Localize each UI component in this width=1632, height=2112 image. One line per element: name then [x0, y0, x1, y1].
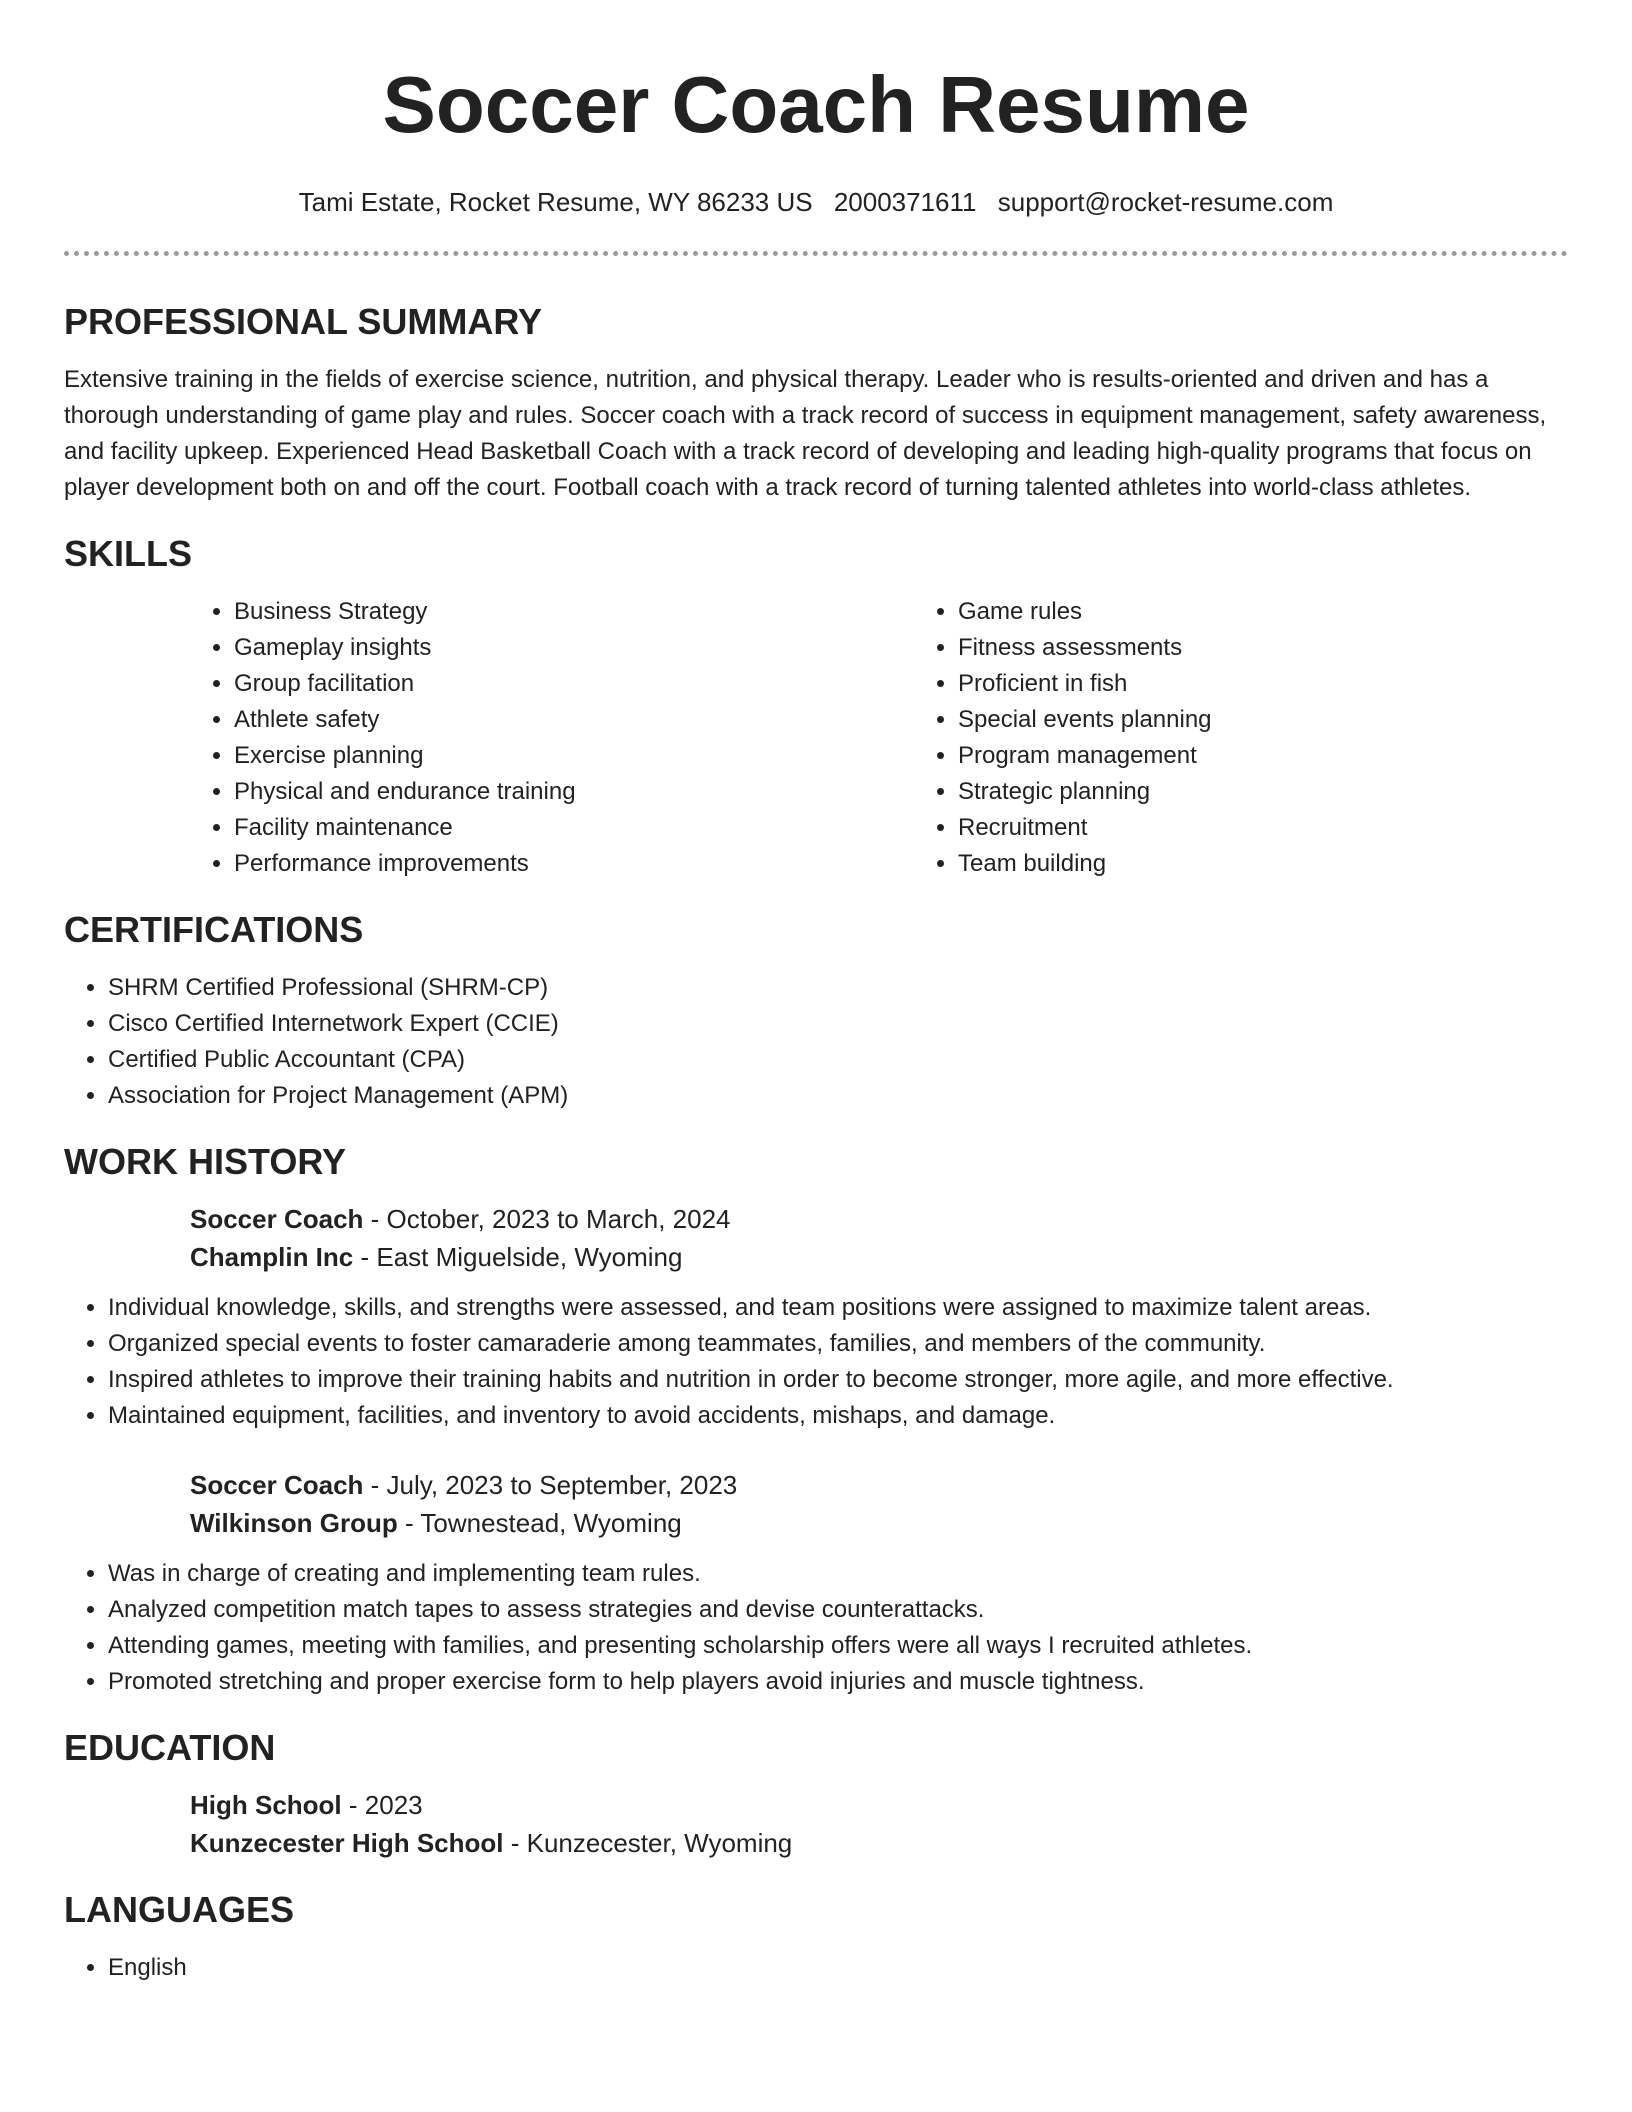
job-title-line: [190, 1466, 1568, 1504]
contact-phone: 2000371611: [833, 187, 977, 217]
summary-text: Extensive training in the fields of exercise science, nutrition, and physical therapy. Leader who is results-oriented and driven and has a thorough understanding of game play and rules. Soccer coach with a track record of success in equipment management, safety awareness, and facility upkeep. Experienced Head Basketball Coach with a track record of developing and leading high-quality programs that focus on player development both on and off the court. Football coach with a track record of turning talented athletes into world-class athletes.: [64, 366, 1547, 501]
job-company-line: [190, 1238, 1568, 1276]
job-bullet: • Organized special events to foster camaraderie among teammates, families, and members of the community.: [108, 1326, 1568, 1362]
education-degree-line: [190, 1786, 1568, 1824]
education-heading: EDUCATION: [64, 1727, 276, 1768]
contact-email: support@rocket-resume.com: [997, 187, 1334, 217]
job-company-line: [190, 1504, 1568, 1542]
job-bullets: [64, 1290, 1568, 1434]
job-title-line: [190, 1200, 1568, 1238]
education-year: - 2023: [341, 1790, 423, 1820]
skills-list-right: [914, 594, 1632, 882]
job-company: Wilkinson Group: [190, 1508, 398, 1538]
languages-list: [64, 1950, 1568, 1986]
skill-item: • Proficient in fish: [958, 666, 1632, 702]
certification-item: • Certified Public Accountant (CPA): [108, 1042, 1568, 1078]
summary-section: [64, 300, 1568, 506]
job-entry: [190, 1200, 1568, 1276]
languages-heading: LANGUAGES: [64, 1889, 295, 1930]
education-section: [64, 1726, 1568, 1862]
certifications-list: [64, 970, 1568, 1114]
job-role: Soccer Coach: [190, 1470, 364, 1500]
certification-item: • SHRM Certified Professional (SHRM-CP): [108, 970, 1568, 1006]
skills-heading: SKILLS: [64, 533, 193, 574]
skill-item: • Strategic planning: [958, 774, 1632, 810]
certifications-heading: CERTIFICATIONS: [64, 909, 364, 950]
skill-item: • Physical and endurance training: [234, 774, 914, 810]
job-bullet: • Attending games, meeting with families, and presenting scholarship offers were all ways I recruited athletes.: [108, 1628, 1568, 1664]
job-entry: [190, 1466, 1568, 1542]
certifications-section: [64, 908, 1568, 1114]
contact-address: Tami Estate, Rocket Resume, WY 86233 US: [298, 187, 813, 217]
skills-list-left: [190, 594, 914, 882]
skills-grid: [190, 594, 1568, 882]
skill-item: • Special events planning: [958, 702, 1632, 738]
contact-line: [64, 186, 1568, 218]
skill-item: • Fitness assessments: [958, 630, 1632, 666]
job-bullet: • Analyzed competition match tapes to assess strategies and devise counterattacks.: [108, 1592, 1568, 1628]
skill-item: • Program management: [958, 738, 1632, 774]
job-bullet: • Maintained equipment, facilities, and inventory to avoid accidents, mishaps, and damage.: [108, 1398, 1568, 1434]
work-history-heading: WORK HISTORY: [64, 1141, 347, 1182]
education-school: Kunzecester High School: [190, 1828, 504, 1858]
skill-item: • Group facilitation: [234, 666, 914, 702]
certification-item: • Cisco Certified Internetwork Expert (CCIE): [108, 1006, 1568, 1042]
education-entry: [190, 1786, 1568, 1862]
education-degree: High School: [190, 1790, 342, 1820]
skill-item: • Team building: [958, 846, 1632, 882]
skill-item: • Athlete safety: [234, 702, 914, 738]
job-bullet: • Individual knowledge, skills, and strengths were assessed, and team positions were assigned to maximize talent areas.: [108, 1290, 1568, 1326]
job-dates: - July, 2023 to September, 2023: [363, 1470, 738, 1500]
job-bullets: [64, 1556, 1568, 1700]
skill-item: • Game rules: [958, 594, 1632, 630]
job-dates: - October, 2023 to March, 2024: [363, 1204, 731, 1234]
resume-title: Soccer Coach Resume: [382, 60, 1250, 149]
job-role: Soccer Coach: [190, 1204, 364, 1234]
header-divider: [64, 251, 1568, 256]
skill-item: • Business Strategy: [234, 594, 914, 630]
skill-item: • Gameplay insights: [234, 630, 914, 666]
skill-item: • Exercise planning: [234, 738, 914, 774]
education-location: - Kunzecester, Wyoming: [503, 1828, 793, 1858]
skills-section: [64, 532, 1568, 882]
job-bullet: • Was in charge of creating and implementing team rules.: [108, 1556, 1568, 1592]
certification-item: • Association for Project Management (APM): [108, 1078, 1568, 1114]
languages-section: [64, 1888, 1568, 1986]
skill-item: • Facility maintenance: [234, 810, 914, 846]
job-location: - East Miguelside, Wyoming: [353, 1242, 683, 1272]
skill-item: • Recruitment: [958, 810, 1632, 846]
job-company: Champlin Inc: [190, 1242, 354, 1272]
skill-item: • Performance improvements: [234, 846, 914, 882]
summary-heading: PROFESSIONAL SUMMARY: [64, 301, 543, 342]
language-item: • English: [108, 1950, 1568, 1986]
work-history-section: [64, 1140, 1568, 1700]
job-location: - Townestead, Wyoming: [397, 1508, 682, 1538]
education-school-line: [190, 1824, 1568, 1862]
job-bullet: • Promoted stretching and proper exercise form to help players avoid injuries and muscle tightness.: [108, 1664, 1568, 1700]
job-bullet: • Inspired athletes to improve their training habits and nutrition in order to become stronger, more agile, and more effective.: [108, 1362, 1568, 1398]
